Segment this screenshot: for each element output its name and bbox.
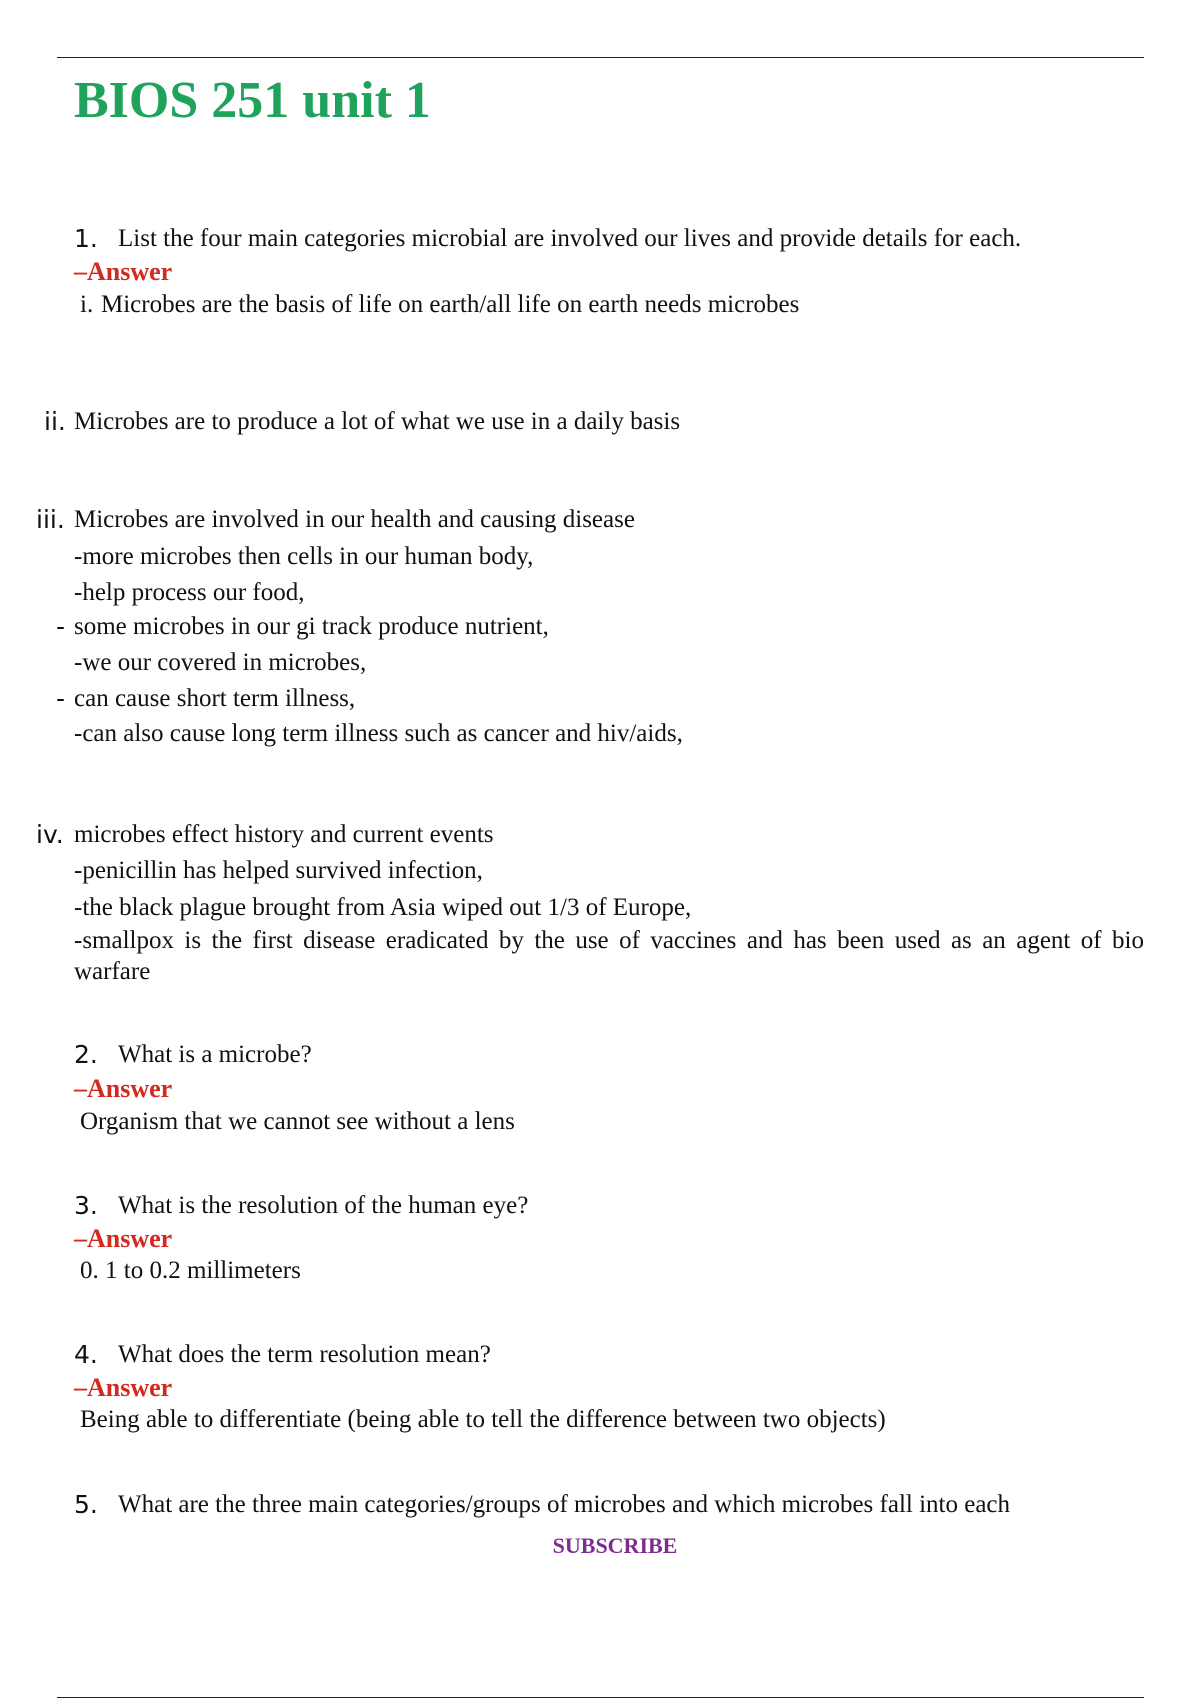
subscribe-link[interactable]: SUBSCRIBE (552, 1533, 678, 1558)
question-text: What are the three main categories/groups of microbes and which microbes fall into each (118, 1491, 1011, 1518)
answer-text: microbes effect history and current events (74, 821, 494, 848)
sub-item: -we our covered in microbes, (74, 649, 367, 676)
sub-item: can cause short term illness, (74, 685, 356, 712)
question-text: What does the term resolution mean? (118, 1341, 491, 1368)
answer-text: Microbes are the basis of life on earth/all life on earth needs microbes (101, 291, 800, 318)
answer-text: Being able to differentiate (being able to tell the difference between two objects) (80, 1406, 886, 1433)
list-marker: i. (80, 291, 94, 318)
sub-item: -more microbes then cells in our human body, (74, 543, 534, 570)
bullet-dash: - (56, 684, 66, 713)
question-text: What is the resolution of the human eye? (118, 1192, 529, 1219)
question-number: 3. (74, 1191, 98, 1220)
list-marker: iii. (36, 505, 65, 534)
answer-text: 0. 1 to 0.2 millimeters (80, 1257, 301, 1284)
question-number: 4. (74, 1340, 98, 1369)
sub-item: -penicillin has helped survived infection, (74, 857, 483, 884)
answer-label: –Answer (74, 1074, 173, 1103)
sub-item: some microbes in our gi track produce nutrient, (74, 613, 549, 640)
question-text: What is a microbe? (118, 1041, 312, 1068)
bullet-dash: - (56, 612, 66, 641)
page-title: BIOS 251 unit 1 (74, 72, 431, 129)
bottom-rule (57, 1697, 1144, 1698)
question-number: 1. (74, 224, 98, 253)
sub-item: -can also cause long term illness such as cancer and hiv/aids, (74, 720, 683, 747)
answer-label: –Answer (74, 1373, 173, 1402)
top-rule (57, 57, 1144, 58)
sub-item: -smallpox is the first disease eradicated by the use of vaccines and has been used as an agent of bio warfare (74, 927, 1144, 985)
question-number: 2. (74, 1040, 98, 1069)
list-marker: ii. (44, 407, 66, 436)
answer-label: –Answer (74, 1224, 173, 1253)
question-text: List the four main categories microbial are involved our lives and provide details for each. (118, 225, 1022, 252)
sub-item: -help process our food, (74, 579, 305, 606)
sub-item: -the black plague brought from Asia wiped out 1/3 of Europe, (74, 894, 692, 921)
answer-text: Microbes are involved in our health and causing disease (74, 506, 635, 533)
answer-text: Organism that we cannot see without a lens (80, 1108, 515, 1135)
answer-text: Microbes are to produce a lot of what we use in a daily basis (74, 408, 681, 435)
answer-label: –Answer (74, 257, 173, 286)
list-marker: iv. (36, 820, 64, 849)
question-number: 5. (74, 1490, 98, 1519)
